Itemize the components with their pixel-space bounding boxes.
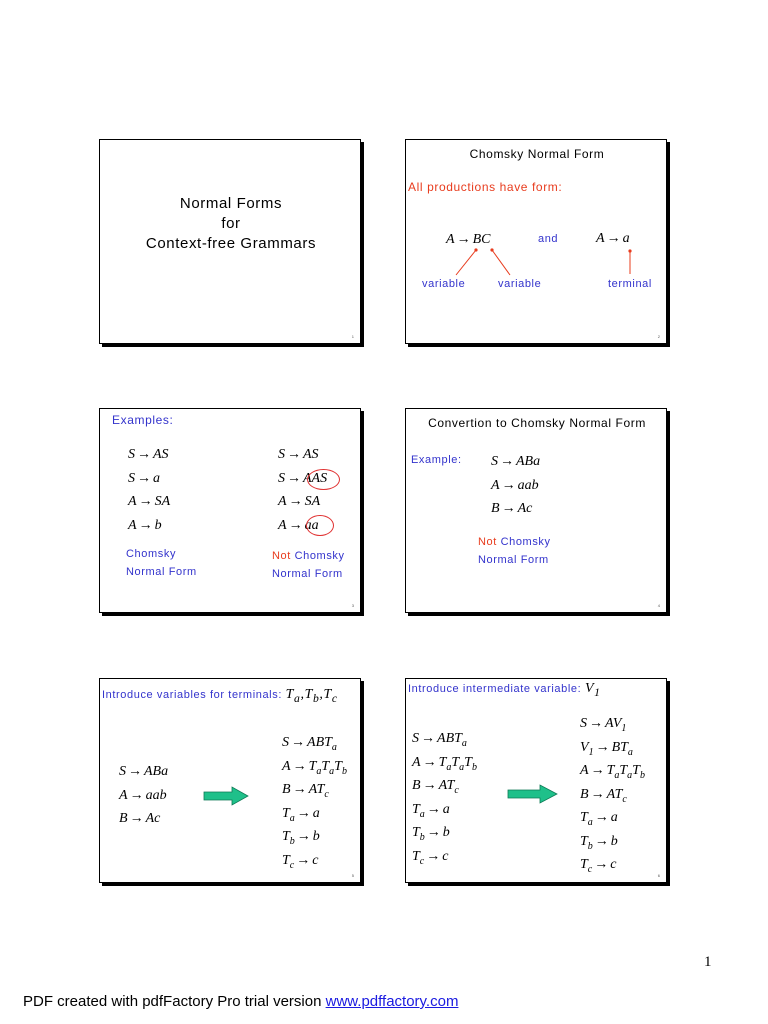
rule: $S \to ABT_a$ xyxy=(412,731,467,749)
slide-1-title xyxy=(100,194,362,254)
rule-a-bc: A → BC xyxy=(446,232,491,247)
rule: $T_b \to b$ xyxy=(580,833,618,852)
rule: $T_a \to a$ xyxy=(580,810,618,828)
rule: A → b xyxy=(128,517,162,533)
slide-3-heading: Examples: xyxy=(112,413,174,427)
example-label: Example: xyxy=(411,454,462,466)
terminal-vars: $T_a,T_b,T_c$ xyxy=(285,687,338,705)
rule: $V_1 \to BT_a$ xyxy=(580,739,633,758)
rule: A → SA xyxy=(128,494,171,509)
rule: $T_b \to b$ xyxy=(282,829,320,847)
label-variable: variable xyxy=(422,278,466,290)
slide-6 xyxy=(405,678,667,883)
right-rules xyxy=(282,731,347,872)
example-rules xyxy=(491,450,540,521)
highlight-oval xyxy=(307,469,340,490)
highlight-oval xyxy=(306,515,334,536)
slide-2-title: Chomsky Normal Form xyxy=(469,147,605,161)
footer-text: PDF created with pdfFactory Pro trial version xyxy=(23,993,326,1010)
page-number: 1 xyxy=(704,954,712,970)
rule: S → AS xyxy=(278,447,319,462)
slide-4-title: Convertion to Chomsky Normal Form xyxy=(428,416,646,430)
label-variable: variable xyxy=(498,278,542,290)
rule: A → SA xyxy=(278,494,321,509)
rule: $B \to AT_c$ xyxy=(580,786,627,805)
rule: B → Ac xyxy=(119,811,161,826)
slide-number: 2 xyxy=(657,334,660,339)
pdffactory-link[interactable]: www.pdffactory.com xyxy=(325,993,459,1010)
rule: A → aa xyxy=(278,517,319,533)
slide-number: 5 xyxy=(351,873,354,878)
intermediate-var: $V_1$ xyxy=(584,681,601,699)
slide-4 xyxy=(405,408,667,613)
slide-number: 6 xyxy=(657,873,660,878)
rule: $A \to T_aT_aT_b$ xyxy=(282,758,347,777)
rule: S → a xyxy=(128,470,160,486)
caption-chomsky: Chomsky Normal Form xyxy=(126,548,197,578)
right-rules xyxy=(580,712,645,877)
rule: S → AAS xyxy=(278,470,328,486)
slide-2-subtitle: All productions have form: xyxy=(408,180,563,194)
rule: $S \to ABT_a$ xyxy=(282,735,337,753)
rule: $T_b \to b$ xyxy=(412,825,450,843)
slide-number: 3 xyxy=(351,603,354,608)
rule: $T_c \to c$ xyxy=(412,848,449,867)
rule: B → Ac xyxy=(491,501,533,516)
rule: $T_c \to c$ xyxy=(282,852,319,871)
rule: $T_a \to a$ xyxy=(282,805,320,824)
slide-2 xyxy=(405,139,667,344)
slide-3 xyxy=(99,408,361,613)
slide-5-heading: Introduce variables for terminals: $T_a,T_b,T_c$ xyxy=(102,687,338,705)
rule-a-a: A → a xyxy=(596,231,630,246)
rule: S → ABa xyxy=(491,454,541,469)
slide-number: 4 xyxy=(657,603,660,608)
rule: $T_a \to a$ xyxy=(412,801,450,820)
title-line: Normal Forms xyxy=(179,195,283,212)
rule: $S \to AV_1$ xyxy=(580,716,627,734)
rule: $A \to T_aT_aT_b$ xyxy=(412,754,477,773)
slide-6-heading: Introduce intermediate variable: $V_1$ xyxy=(408,681,601,699)
pointer-lines xyxy=(406,140,668,345)
slide-1 xyxy=(99,139,361,344)
rule: S → ABa xyxy=(119,764,169,779)
rule: $B \to AT_c$ xyxy=(412,778,459,796)
connector-and: and xyxy=(538,233,559,245)
rule: $B \to AT_c$ xyxy=(282,782,329,800)
caption-not-chomsky: Not Chomsky Normal Form xyxy=(272,550,345,580)
slide-5 xyxy=(99,678,361,883)
rule: A → aab xyxy=(491,477,539,493)
rule: S → AS xyxy=(128,447,169,462)
title-line: for xyxy=(221,215,241,232)
title-line: Context-free Grammars xyxy=(145,235,317,252)
caption-not-chomsky: Not Chomsky Normal Form xyxy=(478,536,551,566)
slide-number: 1 xyxy=(351,334,354,339)
footer xyxy=(23,993,458,1010)
label-terminal: terminal xyxy=(608,278,652,290)
rule: A → aab xyxy=(119,787,167,803)
rule: $T_c \to c$ xyxy=(580,857,617,875)
left-rules xyxy=(128,443,170,537)
rule: $A \to T_aT_aT_b$ xyxy=(580,763,645,781)
